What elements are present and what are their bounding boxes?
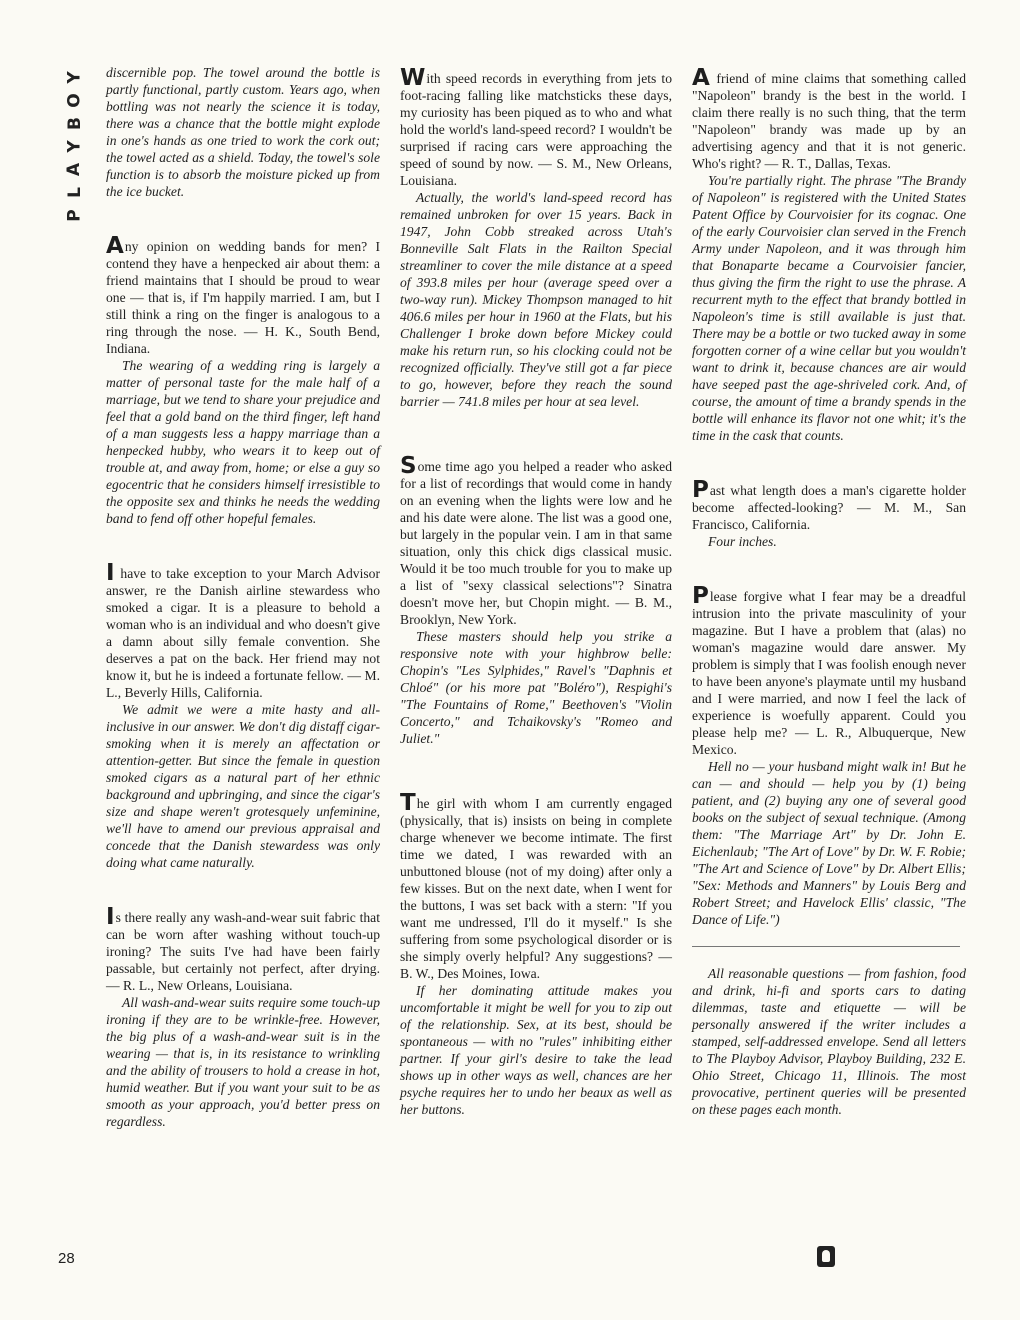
drop-cap: I	[106, 904, 115, 930]
answer-text: Four inches.	[708, 534, 777, 549]
sidebar-letter: A	[64, 162, 85, 177]
advisor-footer-note: All reasonable questions — from fashion, food and drink, hi-fi and sports cars to dating dilemmas, taste and etiquette — will be personally answered if the writer includes a stamped, self-addressed envelope. Send all letters to The Playboy Advisor, Playboy Building, 232 E. Ohio Street, Chicago 11, Illinois. The most provocative, pertinent queries will be presented on these pages each month.	[692, 966, 966, 1117]
sidebar-letter: Y	[64, 140, 85, 153]
answer-text: discernible pop. The towel around the bottle is partly functional, partly custom. Years ago, when bottling was not nearly the science it is today, there was a chance that the bottle might explode in one's hands as one tried to work the cork out; the towel acted as a shield. Today, the towel's sole function is to absorb the moisture picked up from the ice bucket.	[106, 65, 380, 199]
drop-cap: P	[692, 583, 709, 609]
sidebar-letter: Y	[64, 71, 85, 84]
letter-body: s there really any wash-and-wear suit fabric that can be worn after washing without touch-up ironing? The suits I've had have been fairly passable, but certainly not perfect, after drying. — R. L., New Orleans, Louisiana.	[106, 910, 380, 993]
letter-body: ast what length does a man's cigarette holder become affected-looking? — M. M., San Francisco, California.	[692, 483, 966, 532]
drop-cap: S	[400, 453, 417, 479]
magazine-sidebar-title	[58, 66, 92, 227]
letter-text	[106, 904, 380, 994]
rabbit-logo-icon	[817, 1246, 835, 1267]
answer-text: If her dominating attitude makes you uncomfortable it might be well for you to zip out of the relationship. Sex, at its best, should be spontaneous — with no "rules" inhibiting either partner. If your girl's desire to take the lead shows up in other ways as well, chances are her psyche requires her to undo her beaux as well as her buttons.	[400, 983, 672, 1117]
letter-body: he girl with whom I am currently engaged (physically, that is) insists on being in complete charge whenever we become intimate. The first time we dated, I was rewarded with an unbuttoned blouse (not of my doing) after only a few kisses. But on the next date, when I went for the buttons, I was set back with a stern: "If you want me undressed, I'll do it myself." Is she suffering from some psychological disorder or is she simply overly helpful? Any suggestions? — B. W., Des Moines, Iowa.	[400, 796, 672, 981]
drop-cap: P	[692, 477, 709, 503]
sidebar-letter: L	[64, 187, 85, 198]
answer-text: You're partially right. The phrase "The Brandy of Napoleon" is registered with the United States Patent Office by Courvoisier for its cognac. One of the early Courvoisier clan served in the French Army under Napoleon, and it was through him that Bonaparte became a Courvoisier fancier, thus giving the firm the right to use the phrase. A recurrent myth to the effect that brandy bottled in Napoleon's time is still available is just that. There may be a bottle or two tucked away in some forgotten corner of a wine cellar but you wouldn't want to drink it, because chances are air would have seeped past the age-shriveled cork. And, of course, the amount of time a brandy spends in the bottle will enhance its flavor not one whit; it's the time in the cask that counts.	[692, 173, 966, 443]
letter-text	[400, 65, 672, 189]
answer-text: Actually, the world's land-speed record has remained unbroken for over 15 years. Back in 1947, John Cobb streaked across Utah's Bonneville Salt Flats in the Railton Special streamliner to cover the mile distance at a speed of 393.8 miles per hour (average speed over a two-way run). Mickey Thompson managed to hit 406.6 miles per hour in 1960 at the Flats, but his Challenger I broke down before Mickey could make his return run, so his clocking could not be recognized officially. They've still got a far piece to go, however, before they reach the sound barrier — 741.8 miles per hour at sea level.	[400, 190, 672, 409]
column-1	[106, 64, 380, 1130]
letter-body: have to take exception to your March Advisor answer, re the Danish airline stewardess who smoked a cigar. It is a pleasure to behold a woman who is an individual and who doesn't give a damn about silly female convention. She deserves a pat on the back. Her friend may not know it, but he is indeed a fortunate fellow. — M. L., Beverly Hills, California.	[106, 566, 380, 700]
answer-text: These masters should help you strike a responsive note with your highbrow belle: Chopin's "Les Sylphides," Ravel's "Daphnis et Chloé" (or his more pat "Boléro"), Respighi's "The Fountains of Rome," Beethoven's "Violin Concerto," and Tchaikovsky's "Romeo and Juliet."	[400, 629, 672, 746]
letter-text	[106, 560, 380, 701]
letter-body: lease forgive what I fear may be a dreadful intrusion into the private masculinity of your magazine. But I have a problem that (alas) no woman's magazine would dare answer. My problem is simply that I was foolish enough never to have been anyone's playmate until my husband and I were married, and now I feel the lack of experience is woefully apparent. Could you please help me? — L. R., Albuquerque, New Mexico.	[692, 589, 966, 757]
answer-text: Hell no — your husband might walk in! But he can — and should — help you by (1) being patient, and (2) buying any one of several good books on the subject of sexual technique. (Among them: "The Marriage Art" by Dr. John E. Eichenlaub; "The Art of Love" by Dr. W. F. Robie; "The Art and Science of Love" by Dr. Albert Ellis; "Sex: Methods and Manners" by Louis Berg and Robert Street; and Havelock Ellis' classic, "The Dance of Life.")	[692, 759, 966, 927]
letter-text	[400, 453, 672, 628]
letter-body: ny opinion on wedding bands for men? I contend they have a henpecked air about them: a friend maintains that I should be proud to wear one — that is, if I'm happily married. I am, but I still think a ring on the finger is analogous to a ring through the nose. — H. K., South Bend, Indiana.	[106, 239, 380, 356]
letter-text	[692, 583, 966, 758]
sidebar-letter: B	[64, 117, 85, 130]
letter-text	[692, 65, 966, 172]
answer-text: We admit we were a mite hasty and all-inclusive in our answer. We don't dig distaff cigar-smoking when it is merely an affectation or attention-getter. But since the female in question smoked cigars as a natural part of her ethnic background and upbringing, and since the cigar's size and shape weren't grotesquely unfeminine, we'll have to amend our previous appraisal and concede that the Danish stewardess was only doing what came naturally.	[106, 702, 380, 870]
section-divider	[692, 946, 960, 947]
sidebar-letter: P	[64, 209, 85, 222]
letter-text	[692, 477, 966, 533]
answer-text: The wearing of a wedding ring is largely a matter of personal taste for the male half of a marriage, but we tend to share your prejudice and feel that a gold band on the third finger, left hand of a man suggests less a happy marriage than a henpecked hubby, who wears it to keep out of trouble at, and away from, home; or else a guy so egocentric that he considers himself irresistible to the opposite sex and thinks he needs the wedding band to fend off other hopeful females.	[106, 358, 380, 526]
page-number: 28	[58, 1250, 75, 1267]
letter-body: ome time ago you helped a reader who asked for a list of recordings that would come in handy on an evening when the lights were low and he and his date were alone. The list was a good one, but largely in the popular vein. I am in that same situation, only this chick digs classical music. Would it be too much trouble for you to make up a list of "sexy classical selections"? Sinatra doesn't move her, but Chopin might. — B. M., Brooklyn, New York.	[400, 459, 672, 627]
drop-cap: A	[106, 233, 124, 259]
drop-cap: I	[106, 560, 115, 586]
letter-body: ith speed records in everything from jets to foot-racing falling like matchsticks these days, my curiosity has been piqued as to who and what hold the world's land-speed record? I wouldn't be surprised if racing cars were approaching the speed of sound by now. — S. M., New Orleans, Louisiana.	[400, 71, 672, 188]
letter-body: friend of mine claims that something called "Napoleon" brandy is the best in the world. I claim there really is no such thing, that the term "Napoleon" brandy was made up by an advertising agency and that it is not generic. Who's right? — R. T., Dallas, Texas.	[692, 71, 966, 171]
sidebar-letter: O	[64, 93, 85, 108]
answer-text: All wash-and-wear suits require some touch-up ironing if they are to be wrinkle-free. However, the big plus of a wash-and-wear suit is in the wearing — that is, in its resistance to wrinkling and the ability of trousers to hold a crease in hot, humid weather. But if you want your suit to be as smooth as your approach, you'd better press on regardless.	[106, 995, 380, 1129]
column-2	[400, 65, 672, 1118]
letter-text	[400, 790, 672, 982]
drop-cap: W	[400, 65, 426, 91]
column-3	[692, 65, 966, 1118]
drop-cap: T	[400, 790, 416, 816]
drop-cap: A	[692, 65, 710, 91]
letter-text	[106, 233, 380, 357]
